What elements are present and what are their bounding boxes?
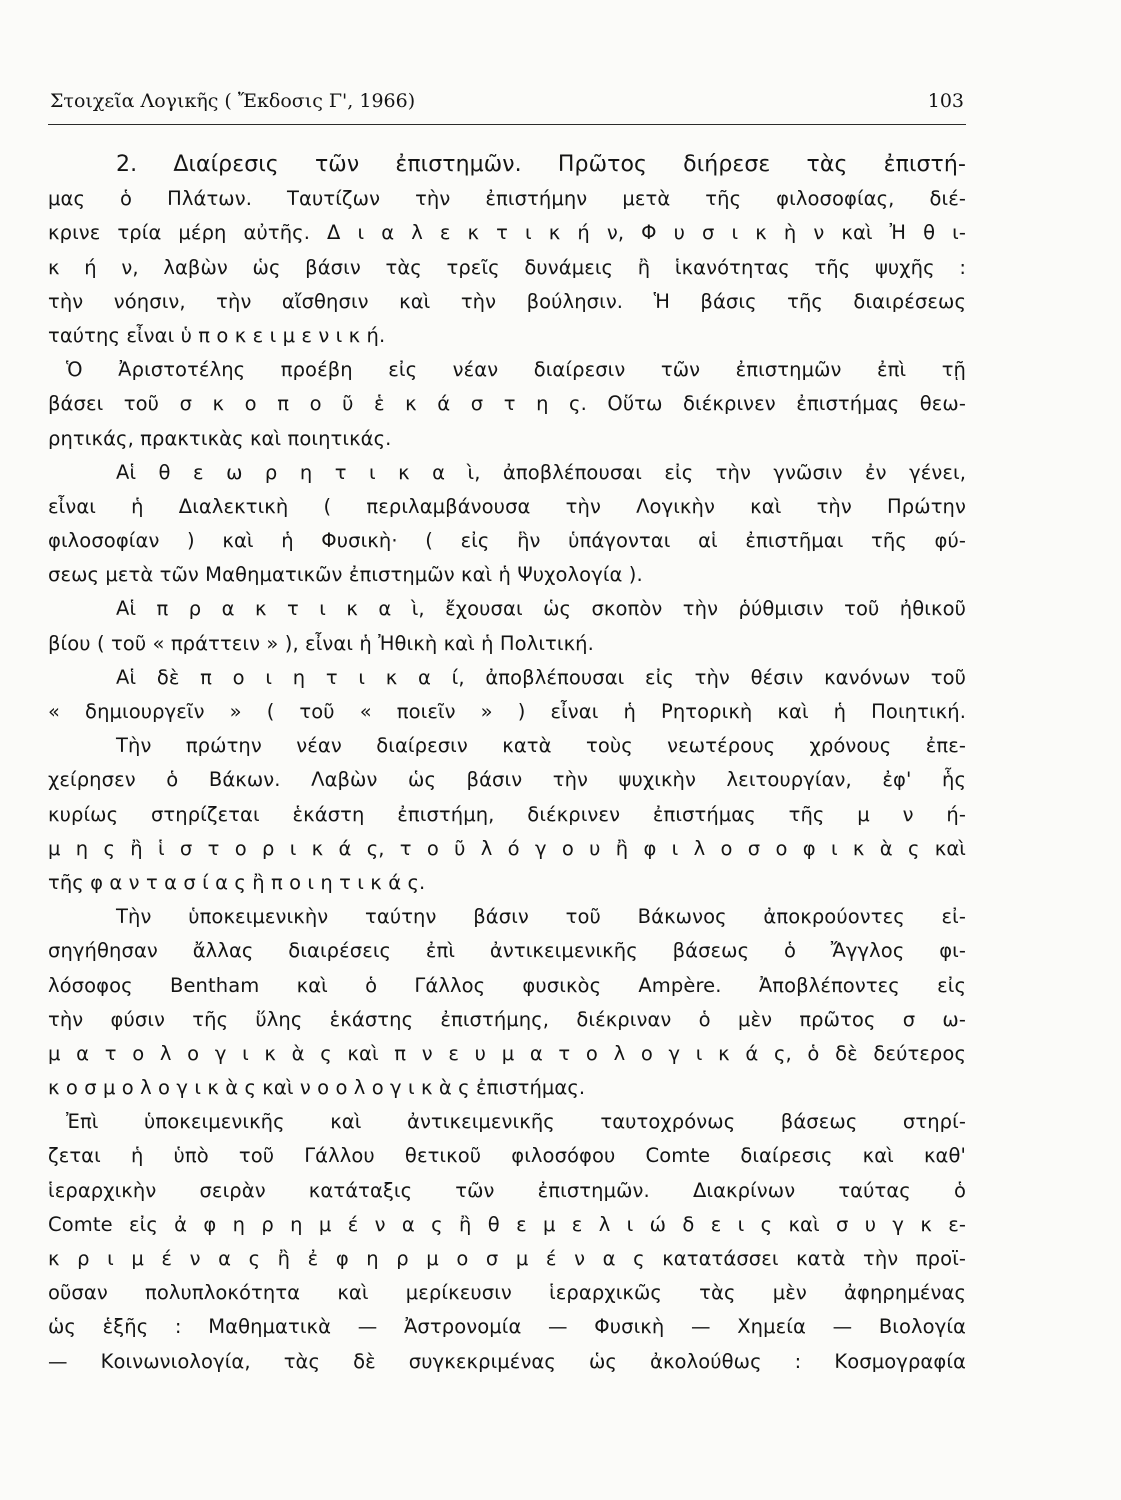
text-line: τὴν φύσιν τῆς ὕλης ἑκάστης ἐπιστήμης, διέκριναν ὁ μὲν πρῶτος σ ω- xyxy=(48,1007,966,1031)
text-line: κρινε τρία μέρη αὐτῆς. Δ ι α λ ε κ τ ι κ ή ν, Φ υ σ ι κ ὴ ν καὶ Ἠ θ ι- xyxy=(48,221,966,245)
running-title: Στοιχεῖα Λογικῆς ( Ἔκδοσις Γ', 1966) xyxy=(50,90,416,112)
page-number: 103 xyxy=(927,90,964,112)
text-line: κ ρ ι μ έ ν α ς ἢ ἐ φ η ρ μ ο σ μ έ ν α ς κατατάσσει κατὰ τὴν προϊ- xyxy=(48,1247,966,1270)
text-line: — Κοινωνιολογία, τὰς δὲ συγκεκριμένας ὡς ἀκολούθως : Κοσμογραφία xyxy=(48,1349,966,1373)
text-line: κ ο σ μ ο λ ο γ ι κ ὰ ς καὶ ν ο ο λ ο γ ι κ ὰ ς ἐπιστήμας. xyxy=(48,1076,586,1100)
text-line: μ α τ ο λ ο γ ι κ ὰ ς καὶ π ν ε υ μ α τ ο λ ο γ ι κ ά ς, ὁ δὲ δεύτερος xyxy=(48,1041,966,1065)
text-line: μ η ς ἢ ἱ σ τ ο ρ ι κ ά ς, τ ο ῦ λ ό γ ο υ ἢ φ ι λ ο σ ο φ ι κ ὰ ς καὶ xyxy=(48,836,966,860)
text-line: Αἱ δὲ π ο ι η τ ι κ α ί, ἀποβλέπουσαι εἰς τὴν θέσιν κανόνων τοῦ xyxy=(116,665,966,689)
text-line: Αἱ π ρ α κ τ ι κ α ὶ, ἔχουσαι ὡς σκοπὸν τὴν ῥύθμισιν τοῦ ἠθικοῦ xyxy=(116,597,966,621)
text-line: ὡς ἑξῆς : Μαθηματικὰ — Ἀστρονομία — Φυσικὴ — Χημεία — Βιολογία xyxy=(48,1315,966,1339)
text-line: χείρησεν ὁ Βάκων. Λαβὼν ὡς βάσιν τὴν ψυχικὴν λειτουργίαν, ἐφ' ἧς xyxy=(48,768,966,792)
text-line: βάσει τοῦ σ κ ο π ο ῦ ἑ κ ά σ τ η ς. Οὕτω διέκρινεν ἐπιστήμας θεω- xyxy=(48,392,966,416)
text-line: μας ὁ Πλάτων. Ταυτίζων τὴν ἐπιστήμην μετὰ τῆς φιλοσοφίας, διέ- xyxy=(48,187,966,211)
running-header xyxy=(48,86,966,125)
text-line: Τὴν ὑποκειμενικὴν ταύτην βάσιν τοῦ Βάκωνος ἀποκρούοντες εἰ- xyxy=(116,905,966,929)
text-line: ζεται ἡ ὑπὸ τοῦ Γάλλου θετικοῦ φιλοσόφου Comte διαίρεσις καὶ καθ' xyxy=(48,1144,966,1168)
text-line: ρητικάς, πρακτικὰς καὶ ποιητικάς. xyxy=(48,426,392,450)
text-line: ἱεραρχικὴν σειρὰν κατάταξις τῶν ἐπιστημῶν. Διακρίνων ταύτας ὁ xyxy=(48,1178,966,1202)
text-line: ταύτης εἶναι ὑ π ο κ ε ι μ ε ν ι κ ή. xyxy=(48,323,386,347)
text-line: τὴν νόησιν, τὴν αἴσθησιν καὶ τὴν βούλησιν. Ἡ βάσις τῆς διαιρέσεως xyxy=(48,289,966,313)
text-line: τῆς φ α ν τ α σ ί α ς ἢ π ο ι η τ ι κ ά ς. xyxy=(48,870,426,894)
text-line: Comte εἰς ἀ φ η ρ η μ έ ν α ς ἢ θ ε μ ε λ ι ώ δ ε ι ς καὶ σ υ γ κ ε- xyxy=(48,1212,966,1236)
body-text xyxy=(48,148,966,1379)
text-line: σηγήθησαν ἄλλας διαιρέσεις ἐπὶ ἀντικειμενικῆς βάσεως ὁ Ἄγγλος φι- xyxy=(48,939,966,963)
text-line: φιλοσοφίαν ) καὶ ἡ Φυσικὴ· ( εἰς ἣν ὑπάγονται αἱ ἐπιστῆμαι τῆς φύ- xyxy=(48,529,966,553)
text-line: Αἱ θ ε ω ρ η τ ι κ α ὶ, ἀποβλέπουσαι εἰς τὴν γνῶσιν ἐν γένει, xyxy=(116,460,966,484)
text-line: Τὴν πρώτην νέαν διαίρεσιν κατὰ τοὺς νεωτέρους χρόνους ἐπε- xyxy=(116,734,966,758)
text-line: σεως μετὰ τῶν Μαθηματικῶν ἐπιστημῶν καὶ ἡ Ψυχολογία ). xyxy=(48,563,643,587)
text-line: Ἐπὶ ὑποκειμενικῆς καὶ ἀντικειμενικῆς ταυτοχρόνως βάσεως στηρί- xyxy=(66,1110,966,1134)
text-line: « δημιουργεῖν » ( τοῦ « ποιεῖν » ) εἶναι ἡ Ρητορικὴ καὶ ἡ Ποιητική. xyxy=(48,700,966,723)
text-line: βίου ( τοῦ « πράττειν » ), εἶναι ἡ Ἠθικὴ καὶ ἡ Πολιτική. xyxy=(48,631,594,655)
text-line: εἶναι ἡ Διαλεκτικὴ ( περιλαμβάνουσα τὴν Λογικὴν καὶ τὴν Πρώτην xyxy=(48,494,966,518)
text-line: κυρίως στηρίζεται ἑκάστη ἐπιστήμη, διέκρινεν ἐπιστήμας τῆς μ ν ή- xyxy=(48,802,966,826)
text-line: Ὁ Ἀριστοτέλης προέβη εἰς νέαν διαίρεσιν τῶν ἐπιστημῶν ἐπὶ τῇ xyxy=(66,358,966,382)
section-heading: 2. Διαίρεσις τῶν ἐπιστημῶν. Πρῶτος διήρεσε τὰς ἐπιστή- xyxy=(116,152,966,177)
text-line: οῦσαν πολυπλοκότητα καὶ μερίκευσιν ἱεραρχικῶς τὰς μὲν ἀφηρημένας xyxy=(48,1281,966,1305)
text-line: κ ή ν, λαβὼν ὡς βάσιν τὰς τρεῖς δυνάμεις ἢ ἱκανότητας τῆς ψυχῆς : xyxy=(48,255,966,279)
text-line: λόσοφος Bentham καὶ ὁ Γάλλος φυσικὸς Ampère. Ἀποβλέποντες εἰς xyxy=(48,973,966,997)
